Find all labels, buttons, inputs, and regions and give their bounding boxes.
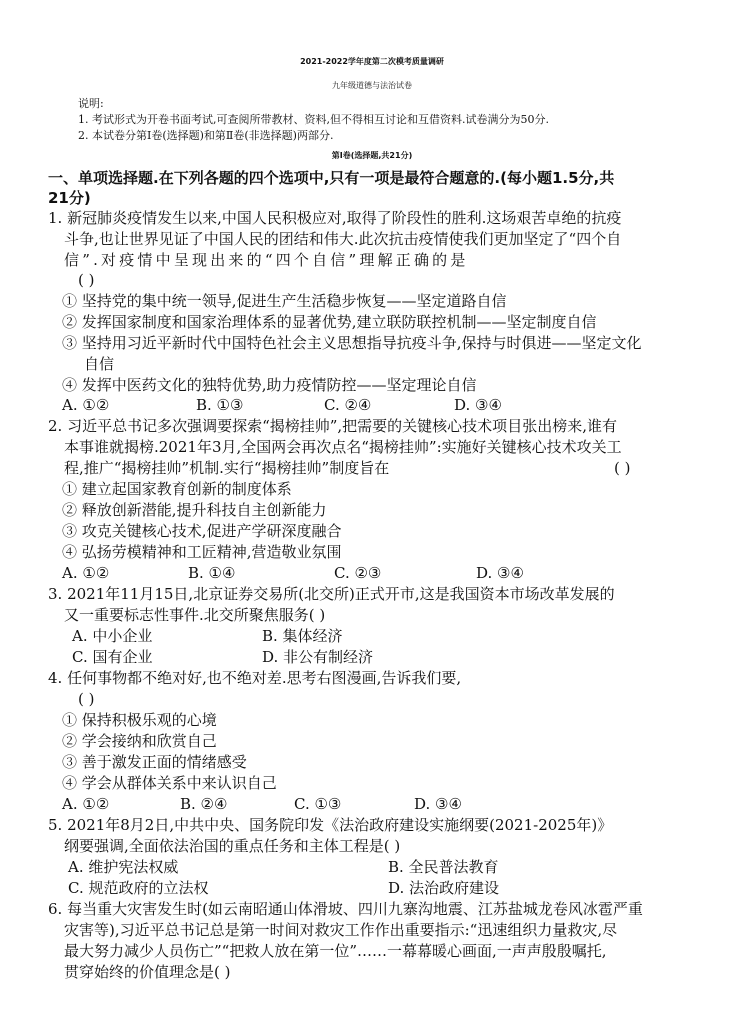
q4-option-b: B. ②④ — [180, 795, 228, 813]
q4-option-a: A. ①② — [62, 795, 110, 813]
q3-option-a: A. 中小企业 — [72, 627, 153, 645]
q1-statement-3-cont: 自信 — [84, 355, 115, 373]
q6-line-2: 灾害等),习近平总书记总是第一时间对救灾工作作出重要指示:“迅速组织力量救灾,尽 — [64, 921, 618, 939]
notes-label: 说明: — [78, 97, 104, 110]
q1-option-c: C. ②④ — [324, 396, 372, 414]
exam-title: 2021-2022学年度第二次模考质量调研 — [300, 57, 444, 66]
q6-line-3: 最大努力减少人员伤亡”“把救人放在第一位”……一幕幕暖心画面,一声声殷殷嘱托, — [64, 942, 607, 960]
q1-line-2: 斗争,也让世界见证了中国人民的团结和伟大.此次抗击疫情使我们更加坚定了“四个自 — [64, 230, 622, 248]
q2-statement-1: ① 建立起国家教育创新的制度体系 — [62, 480, 292, 498]
q3-line-1: 3. 2021年11月15日,北京证券交易所(北交所)正式开市,这是我国资本市场改革发展的 — [48, 585, 615, 603]
q3-option-c: C. 国有企业 — [72, 648, 153, 666]
q3-line-2: 又一重要标志性事件.北交所聚焦服务( ) — [64, 606, 326, 624]
q1-statement-3: ③ 坚持用习近平新时代中国特色社会主义思想指导抗疫斗争,保持与时俱进——坚定文化 — [62, 334, 642, 352]
q1-answer-blank: ( ) — [78, 271, 95, 289]
q2-line-1: 2. 习近平总书记多次强调要探索“揭榜挂帅”,把需要的关键核心技术项目张出榜来,谁有 — [48, 417, 617, 435]
q2-option-a: A. ①② — [62, 564, 110, 582]
q2-statement-4: ④ 弘扬劳模精神和工匠精神,营造敬业氛围 — [62, 543, 342, 561]
q2-answer-blank: ( ) — [614, 459, 631, 477]
note-1: 1. 考试形式为开卷书面考试,可查阅所带教材、资料,但不得相互讨论和互借资料.试卷满分为50分. — [78, 113, 549, 126]
q1-option-a: A. ①② — [62, 396, 110, 414]
q4-answer-blank: ( ) — [78, 690, 95, 708]
q1-line-1: 1. 新冠肺炎疫情发生以来,中国人民积极应对,取得了阶段性的胜利.这场艰苦卓绝的抗疫 — [48, 209, 622, 227]
q3-option-b: B. 集体经济 — [262, 627, 343, 645]
q5-line-2: 纲要强调,全面依法治国的重点任务和主体工程是( ) — [64, 837, 401, 855]
part1-title: 第Ⅰ卷(选择题,共21分) — [331, 151, 413, 160]
q4-statement-2: ② 学会接纳和欣赏自己 — [62, 732, 217, 750]
q1-option-b: B. ①③ — [196, 396, 244, 414]
q4-statement-3: ③ 善于激发正面的情绪感受 — [62, 753, 247, 771]
note-2: 2. 本试卷分第Ⅰ卷(选择题)和第Ⅱ卷(非选择题)两部分. — [78, 129, 334, 142]
q2-line-2: 本事谁就揭榜.2021年3月,全国两会再次点名“揭榜挂帅”:实施好关键核心技术攻关工 — [64, 438, 622, 456]
q2-option-d: D. ③④ — [476, 564, 524, 582]
q1-line-3: 信”.对疫情中呈现出来的“四个自信”理解正确的是 — [64, 251, 469, 269]
q5-option-a: A. 维护宪法权威 — [68, 858, 179, 876]
q2-option-b: B. ①④ — [188, 564, 236, 582]
q2-line-3: 程,推广“揭榜挂帅”机制.实行“揭榜挂帅”制度旨在 — [64, 459, 390, 477]
q4-option-d: D. ③④ — [414, 795, 462, 813]
q1-option-d: D. ③④ — [454, 396, 502, 414]
q2-statement-3: ③ 攻克关键核心技术,促进产学研深度融合 — [62, 522, 342, 540]
q5-option-d: D. 法治政府建设 — [388, 879, 500, 897]
q5-line-1: 5. 2021年8月2日,中共中央、国务院印发《法治政府建设实施纲要(2021-2025年)》 — [48, 816, 613, 834]
q2-statement-2: ② 释放创新潜能,提升科技自主创新能力 — [62, 501, 327, 519]
q6-line-1: 6. 每当重大灾害发生时(如云南昭通山体滑坡、四川九寨沟地震、江苏盐城龙卷风冰雹严重 — [48, 900, 643, 918]
q5-option-c: C. 规范政府的立法权 — [68, 879, 209, 897]
section1-heading: 一、单项选择题.在下列各题的四个选项中,只有一项是最符合题意的.(每小题1.5分,共 — [48, 169, 615, 187]
exam-subtitle: 九年级道德与法治试卷 — [332, 81, 412, 90]
q1-statement-2: ② 发挥国家制度和国家治理体系的显著优势,建立联防联控机制——坚定制度自信 — [62, 313, 597, 331]
q6-line-4: 贯穿始终的价值理念是( ) — [64, 963, 231, 981]
q1-statement-4: ④ 发挥中医药文化的独特优势,助力疫情防控——坚定理论自信 — [62, 376, 477, 394]
section1-heading-cont: 21分) — [48, 189, 91, 207]
q4-statement-4: ④ 学会从群体关系中来认识自己 — [62, 774, 277, 792]
q2-option-c: C. ②③ — [334, 564, 382, 582]
q4-option-c: C. ①③ — [294, 795, 342, 813]
q4-statement-1: ① 保持积极乐观的心境 — [62, 711, 217, 729]
q5-option-b: B. 全民普法教育 — [388, 858, 499, 876]
q4-line-1: 4. 任何事物都不绝对好,也不绝对差.思考右图漫画,告诉我们要, — [48, 669, 462, 687]
q1-statement-1: ① 坚持党的集中统一领导,促进生产生活稳步恢复——坚定道路自信 — [62, 292, 507, 310]
q3-option-d: D. 非公有制经济 — [262, 648, 374, 666]
